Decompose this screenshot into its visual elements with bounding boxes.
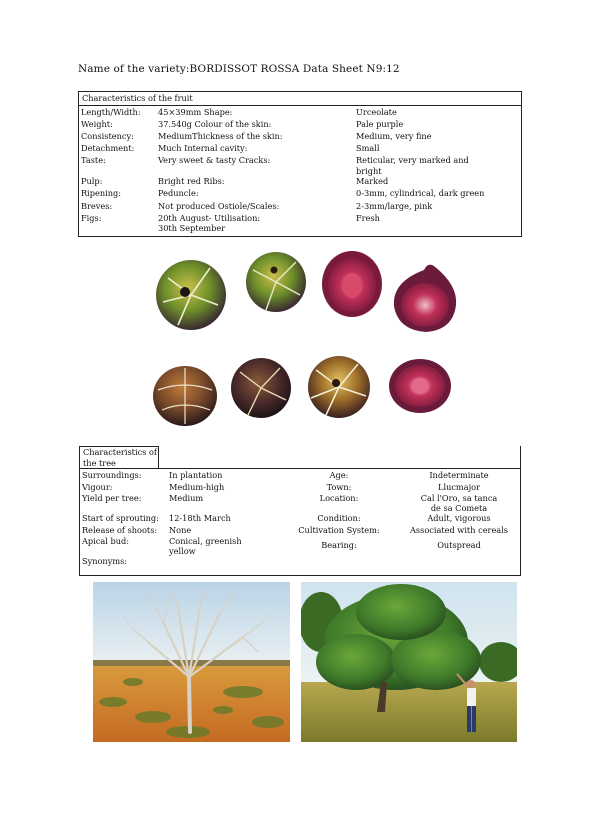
row-value: In plantation — [169, 470, 223, 480]
row-label-2: Age: — [329, 470, 349, 480]
row-value: 37.540g Colour of the skin: — [158, 119, 272, 130]
fig-whole-5 — [308, 356, 370, 418]
table-row — [80, 524, 520, 536]
row-value: Peduncle: — [158, 188, 199, 199]
row-value-2: Outspread — [437, 540, 481, 550]
table-row — [80, 535, 520, 555]
fig-halved-2 — [394, 265, 456, 332]
fig-fruit-photo — [148, 240, 458, 445]
row-label: Taste: — [81, 155, 106, 166]
row-value-2-line1: Reticular, very marked and — [356, 155, 469, 166]
row-value-2-line2: bright — [356, 165, 382, 176]
fig-halved-1 — [322, 251, 382, 317]
row-value-2: 2-3mm/large, pink — [356, 200, 433, 211]
row-label: Pulp: — [81, 176, 103, 187]
bare-fig-tree-photo — [93, 582, 290, 742]
row-label-2: Cultivation System: — [298, 524, 380, 535]
fruit-table-heading: Characteristics of the fruit — [79, 92, 521, 106]
tree-table-heading — [79, 446, 159, 468]
table-row — [79, 187, 521, 199]
row-value-2: Small — [356, 143, 380, 154]
leafy-fig-tree-photo — [301, 582, 517, 742]
table-row — [80, 481, 520, 493]
row-value-2-line1: Cal l'Oro, sa tanca — [420, 493, 498, 503]
table-row — [79, 118, 521, 130]
row-value — [169, 536, 242, 556]
fruit-characteristics-table — [78, 91, 522, 237]
row-value-2: Adult, vigorous — [427, 513, 491, 523]
row-value: Medium-high — [169, 481, 225, 492]
row-value-2: Associated with cereals — [410, 524, 508, 535]
row-label: Consistency: — [81, 131, 134, 142]
row-value-2-line2: de sa Cometa — [430, 503, 488, 513]
row-value-line2: yellow — [169, 546, 196, 556]
row-value-2: 0-3mm, cylindrical, dark green — [356, 188, 485, 199]
fig-whole-4 — [231, 358, 291, 418]
table-row — [79, 175, 521, 187]
table-row — [79, 106, 521, 118]
row-value: 12-18th March — [169, 513, 231, 523]
row-label: Figs: — [81, 212, 102, 223]
row-value-2 — [356, 155, 469, 176]
row-label: Length/Width: — [81, 107, 141, 117]
row-value-2: Marked — [356, 176, 389, 187]
table-row — [79, 142, 521, 154]
row-label-2: Location: — [319, 493, 359, 503]
table-row — [79, 200, 521, 212]
table-row — [80, 469, 520, 481]
fig-whole-1 — [156, 260, 226, 330]
row-value-2 — [403, 493, 515, 513]
fig-halved-3 — [389, 359, 451, 413]
row-value: 45×39mm Shape: — [158, 107, 233, 117]
row-label: Start of sprouting: — [82, 513, 159, 523]
row-value-2: Pale purple — [356, 119, 404, 130]
tree-characteristics-table — [79, 446, 521, 576]
tree-table-body — [79, 468, 521, 576]
row-value: Very sweet & tasty Cracks: — [158, 155, 271, 166]
row-value-2: Urceolate — [356, 107, 397, 117]
row-value: None — [169, 524, 192, 535]
row-label: Vigour: — [82, 481, 113, 492]
fig-whole-3 — [153, 366, 217, 426]
row-value: Much Internal cavity: — [158, 143, 248, 154]
row-value-2: Medium, very fine — [356, 131, 432, 142]
row-value-line1: 20th August- Utilisation: — [158, 212, 261, 223]
fig-whole-2 — [246, 252, 306, 312]
row-label-2: Condition: — [317, 513, 361, 523]
table-row — [79, 212, 521, 233]
row-label: Detachment: — [81, 143, 135, 154]
row-label: Breves: — [81, 200, 113, 211]
row-value-line2: 30th September — [158, 223, 226, 234]
row-label: Release of shoots: — [82, 524, 158, 535]
row-label-2: Town: — [326, 481, 352, 492]
row-value-2: Llucmajor — [438, 481, 480, 492]
row-label: Apical bud: — [82, 536, 129, 546]
document-title: Name of the variety:BORDISSOT ROSSA Data Sheet N9:12 — [78, 63, 400, 75]
tree-heading-line2: the tree — [83, 457, 116, 468]
row-value: MediumThickness of the skin: — [158, 131, 283, 142]
row-value: Medium — [169, 493, 204, 503]
row-label: Yield per tree: — [82, 493, 142, 503]
row-value-2: Fresh — [356, 212, 380, 223]
row-value — [158, 213, 260, 234]
table-row — [80, 555, 520, 567]
table-row — [80, 512, 520, 524]
table-row — [80, 492, 520, 512]
row-value-line1: Conical, greenish — [169, 536, 242, 546]
row-label: Surroundings: — [82, 470, 142, 480]
row-label-2: Bearing: — [321, 540, 357, 550]
row-value: Not produced Ostiole/Scales: — [158, 200, 280, 211]
table-row — [79, 130, 521, 142]
row-label: Ripening: — [81, 188, 122, 199]
tree-heading-line1: Characteristics of — [83, 447, 157, 457]
row-value: Bright red Ribs: — [158, 176, 225, 187]
row-label: Weight: — [81, 119, 113, 130]
row-value-2: Indeterminate — [429, 470, 489, 480]
divider — [158, 446, 159, 468]
table-row — [79, 154, 521, 175]
row-label: Synonyms: — [82, 556, 128, 566]
